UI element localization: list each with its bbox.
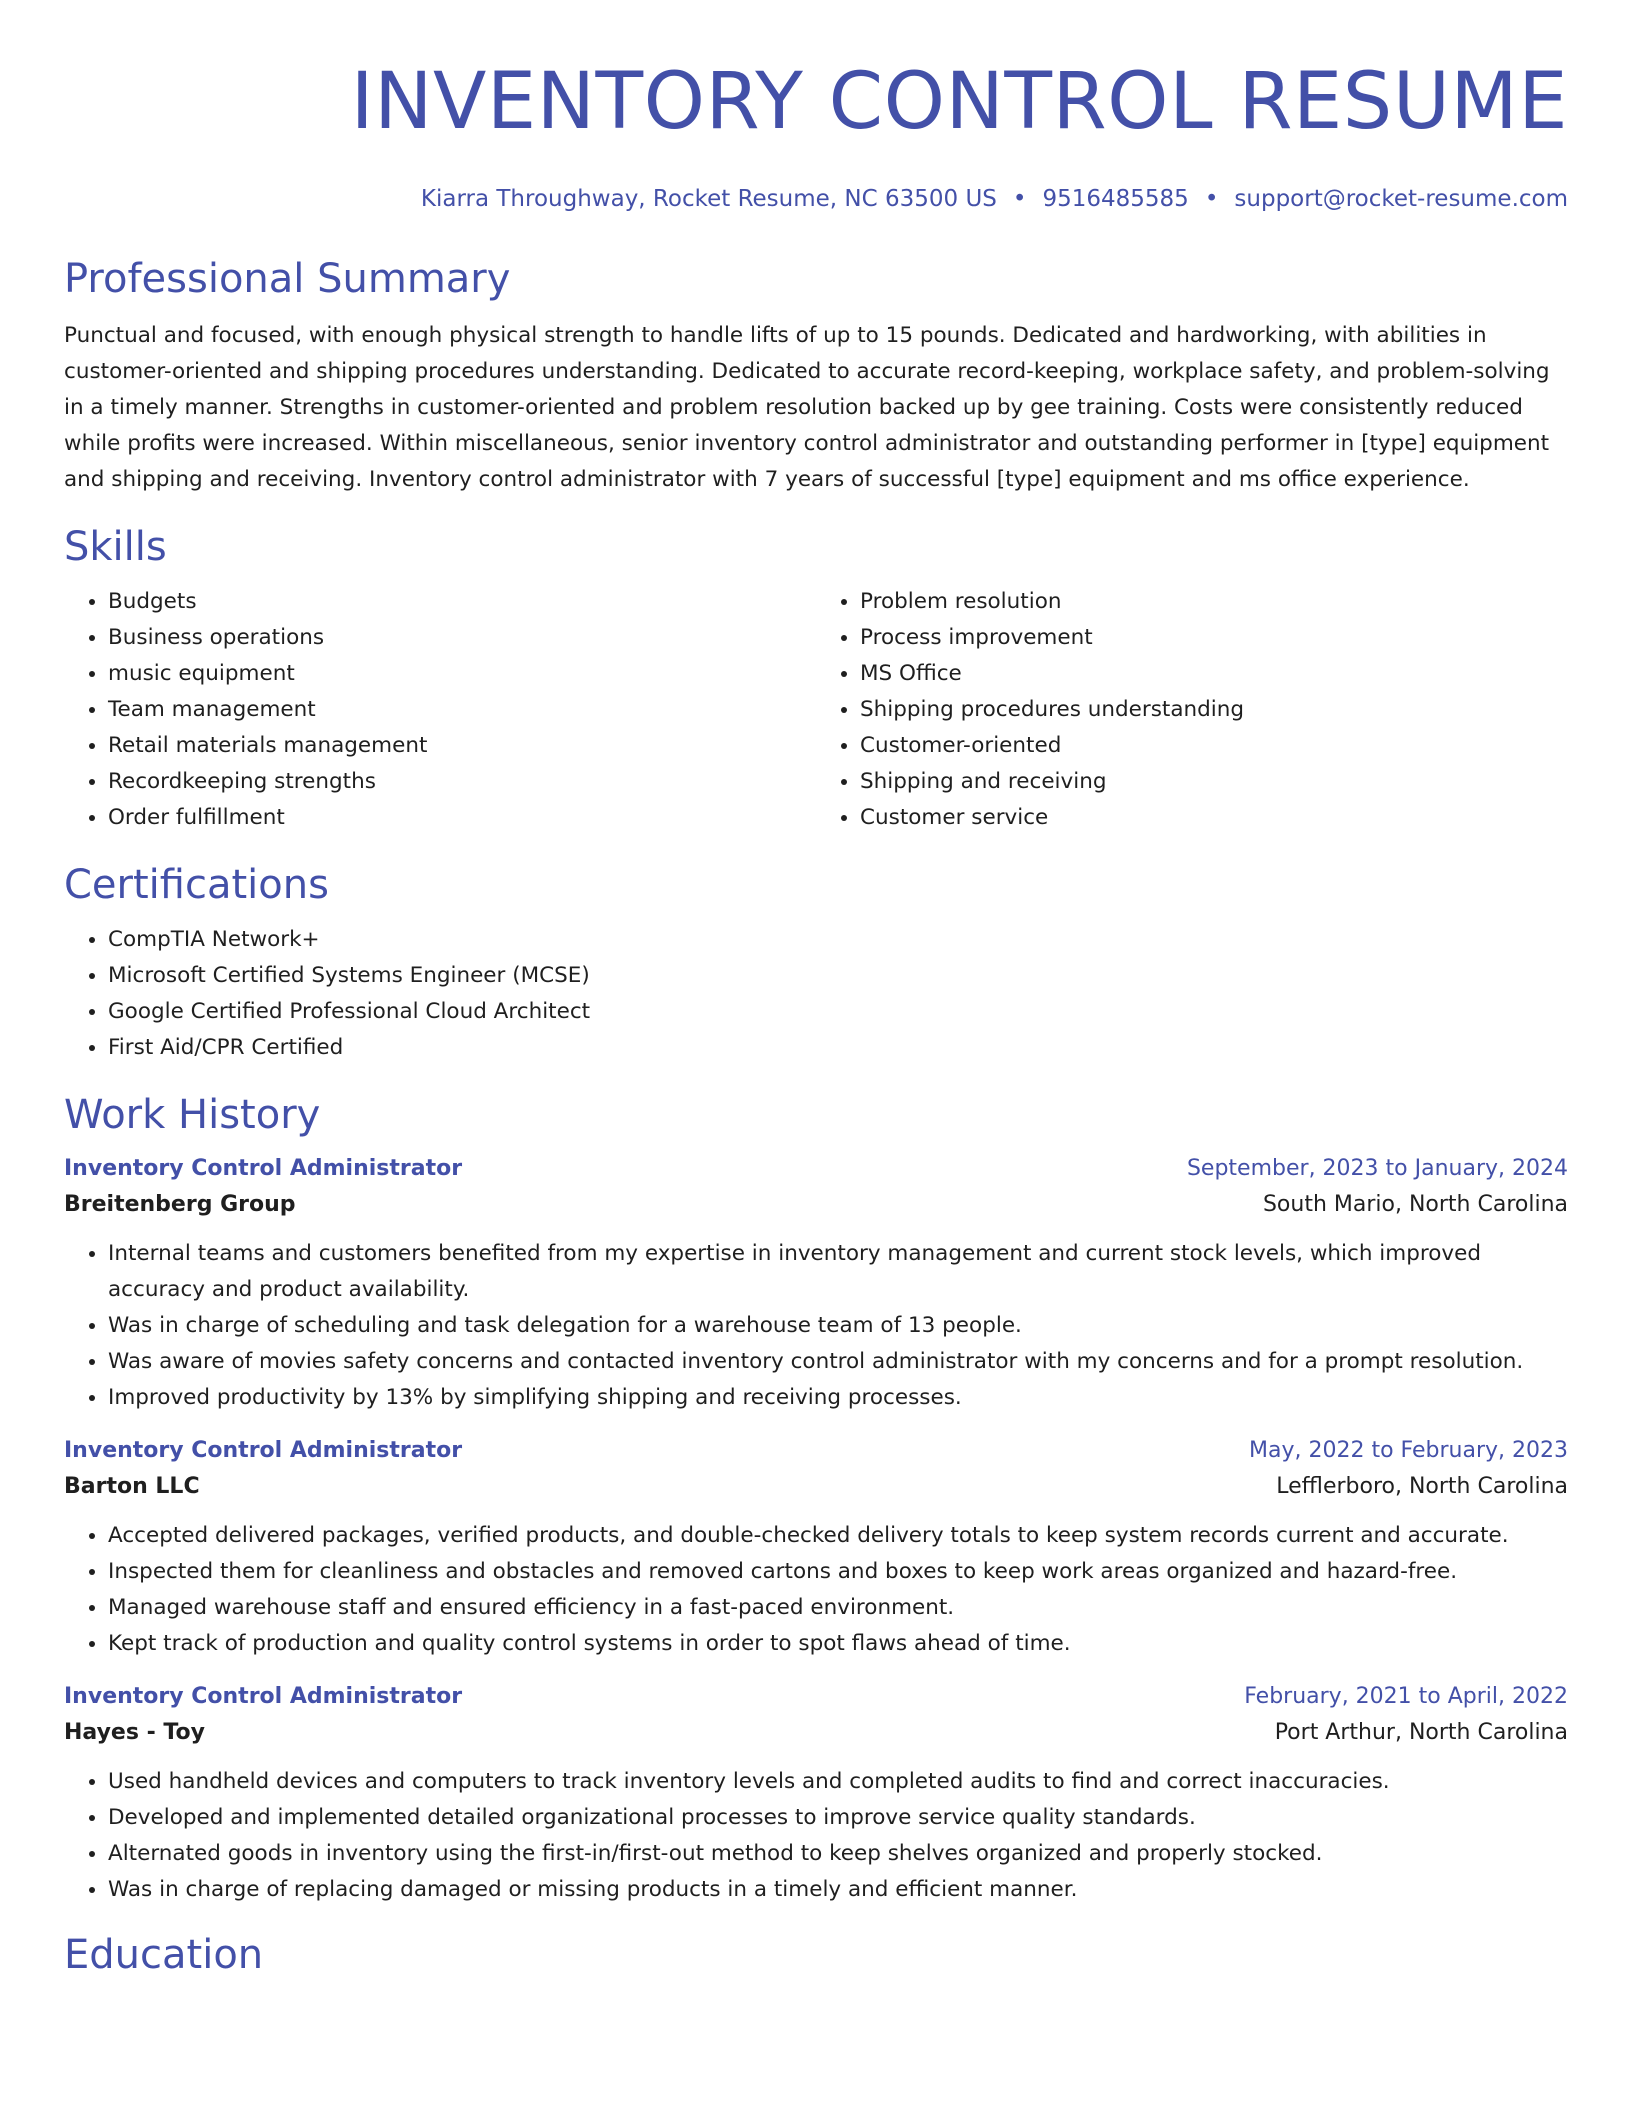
job-title: Inventory Control Administrator xyxy=(64,1156,463,1181)
job-company: Breitenberg Group xyxy=(64,1192,296,1217)
job-bullet: • Was in charge of scheduling and task delegation for a warehouse team of 13 people. xyxy=(108,1308,1568,1344)
skill-item: • music equipment xyxy=(108,656,816,692)
skill-item: • Recordkeeping strengths xyxy=(108,764,816,800)
job-title: Inventory Control Administrator xyxy=(64,1684,463,1709)
certification-item: • Microsoft Certified Systems Engineer (MCSE) xyxy=(108,958,1568,994)
skill-item: • Shipping procedures understanding xyxy=(860,692,1568,728)
job-bullets xyxy=(64,1764,1568,1908)
job-bullets xyxy=(64,1518,1568,1662)
job-bullet: • Accepted delivered packages, verified products, and double-checked delivery totals to keep system records current and accurate. xyxy=(108,1518,1568,1554)
skill-item: • Customer-oriented xyxy=(860,728,1568,764)
resume-header xyxy=(64,0,1568,214)
job-bullet: • Developed and implemented detailed organizational processes to improve service quality standards. xyxy=(108,1800,1568,1836)
job-bullet: • Managed warehouse staff and ensured efficiency in a fast-paced environment. xyxy=(108,1590,1568,1626)
job-bullet: • Was in charge of replacing damaged or missing products in a timely and efficient manner. xyxy=(108,1872,1568,1908)
job-company: Barton LLC xyxy=(64,1474,200,1499)
skill-item: • Customer service xyxy=(860,800,1568,836)
job-location: South Mario, North Carolina xyxy=(1262,1192,1568,1217)
job-bullet: • Used handheld devices and computers to track inventory levels and completed audits to find and correct inaccuracies. xyxy=(108,1764,1568,1800)
certification-item: • CompTIA Network+ xyxy=(108,922,1568,958)
job-company-row xyxy=(64,1468,1568,1506)
job-entry xyxy=(64,1680,1568,1908)
job-location: Lefflerboro, North Carolina xyxy=(1276,1474,1568,1499)
job-bullet: • Was aware of movies safety concerns and contacted inventory control administrator with my concerns and for a prompt resolution. xyxy=(108,1344,1568,1380)
skill-item: • Budgets xyxy=(108,584,816,620)
certification-item: • Google Certified Professional Cloud Architect xyxy=(108,994,1568,1030)
skill-item: • Business operations xyxy=(108,620,816,656)
job-entry xyxy=(64,1152,1568,1416)
job-bullet: • Internal teams and customers benefited from my expertise in inventory management and current stock levels, which improved accuracy and product availability. xyxy=(108,1236,1568,1308)
skills-list-left xyxy=(64,584,816,836)
section-title: Certifications xyxy=(64,862,329,908)
job-title: Inventory Control Administrator xyxy=(64,1438,463,1463)
job-title-row xyxy=(64,1152,1568,1186)
resume-title: INVENTORY CONTROL RESUME xyxy=(350,57,1568,147)
job-bullet: • Inspected them for cleanliness and obstacles and removed cartons and boxes to keep work areas organized and hazard-free. xyxy=(108,1554,1568,1590)
job-company: Hayes - Toy xyxy=(64,1720,205,1745)
skill-item: • Order fulfillment xyxy=(108,800,816,836)
professional-summary-section xyxy=(64,254,1568,498)
job-title-row xyxy=(64,1680,1568,1714)
skill-item: • Shipping and receiving xyxy=(860,764,1568,800)
summary-text: Punctual and focused, with enough physical strength to handle lifts of up to 15 pounds. Dedicated and hardworking, with abilities in customer-oriented and shipping procedures understanding. Dedicated to accurate record-keeping, workplace safety, and problem-solving in a timely manner. Strengths in customer-oriented and problem resolution backed up by gee training. Costs were consistently reduced while profits were increased. Within miscellaneous, senior inventory control administrator and outstanding performer in [type] equipment and shipping and receiving. Inventory control administrator with 7 years of successful [type] equipment and ms office experience. xyxy=(64,323,1550,492)
contact-line xyxy=(64,184,1568,214)
work-history-section xyxy=(64,1090,1568,1908)
section-title: Education xyxy=(64,1932,264,1978)
skill-item: • MS Office xyxy=(860,656,1568,692)
skills-section xyxy=(64,522,1568,836)
skills-list-right xyxy=(816,584,1568,836)
contact-email: support@rocket-resume.com xyxy=(1234,186,1568,212)
section-title: Professional Summary xyxy=(64,256,511,302)
skill-item: • Process improvement xyxy=(860,620,1568,656)
contact-separator: • xyxy=(1012,186,1027,212)
job-location: Port Arthur, North Carolina xyxy=(1274,1720,1568,1745)
job-entry xyxy=(64,1434,1568,1662)
contact-phone: 9516485585 xyxy=(1042,186,1189,212)
job-company-row xyxy=(64,1186,1568,1224)
skill-item: • Problem resolution xyxy=(860,584,1568,620)
contact-address: Kiarra Throughway, Rocket Resume, NC 63500 US xyxy=(420,186,997,212)
certifications-list xyxy=(64,922,1568,1066)
job-bullets xyxy=(64,1236,1568,1416)
job-dates: February, 2021 to April, 2022 xyxy=(1244,1684,1568,1709)
skills-columns xyxy=(64,584,1568,836)
job-title-row xyxy=(64,1434,1568,1468)
certification-item: • First Aid/CPR Certified xyxy=(108,1030,1568,1066)
skill-item: • Team management xyxy=(108,692,816,728)
education-section xyxy=(64,1930,1568,1980)
job-company-row xyxy=(64,1714,1568,1752)
section-title: Skills xyxy=(64,524,167,570)
certifications-section xyxy=(64,860,1568,1066)
job-bullet: • Alternated goods in inventory using the first-in/first-out method to keep shelves organized and properly stocked. xyxy=(108,1836,1568,1872)
contact-separator: • xyxy=(1204,186,1219,212)
skill-item: • Retail materials management xyxy=(108,728,816,764)
job-dates: May, 2022 to February, 2023 xyxy=(1249,1438,1568,1463)
job-bullet: • Kept track of production and quality control systems in order to spot flaws ahead of time. xyxy=(108,1626,1568,1662)
job-bullet: • Improved productivity by 13% by simplifying shipping and receiving processes. xyxy=(108,1380,1568,1416)
section-title: Work History xyxy=(64,1092,321,1138)
job-dates: September, 2023 to January, 2024 xyxy=(1186,1156,1568,1181)
